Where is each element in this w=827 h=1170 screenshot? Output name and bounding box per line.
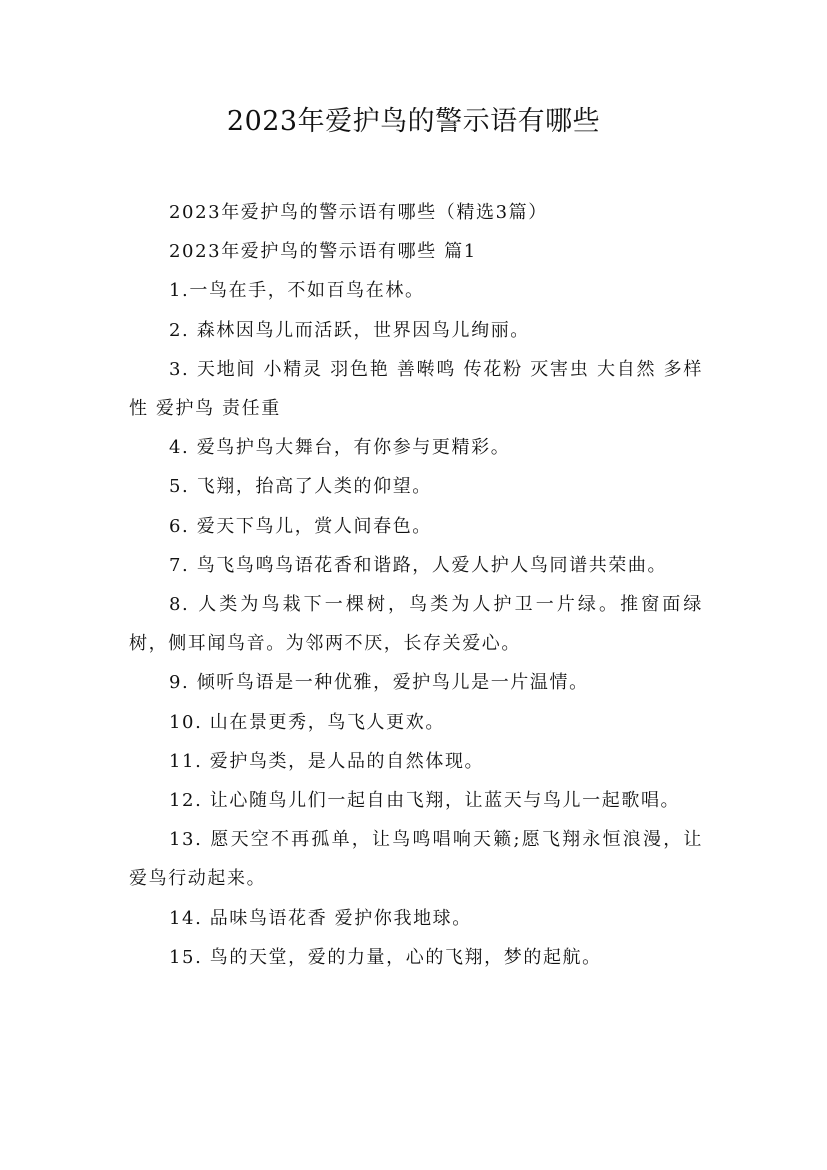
list-item: 3. 天地间 小精灵 羽色艳 善啭鸣 传花粉 灭害虫 大自然 多样性 爱护鸟 责任重 — [129, 358, 703, 420]
list-item: 2. 森林因鸟儿而活跃，世界因鸟儿绚丽。 — [169, 319, 530, 341]
list-item: 10. 山在景更秀，鸟飞人更欢。 — [169, 711, 445, 733]
list-item: 4. 爱鸟护鸟大舞台，有你参与更精彩。 — [169, 437, 511, 459]
list-item: 15. 鸟的天堂，爱的力量，心的飞翔，梦的起航。 — [169, 946, 602, 968]
list-item: 5. 飞翔，抬高了人类的仰望。 — [169, 476, 432, 498]
list-item: 7. 鸟飞鸟鸣鸟语花香和谐路，人爱人护人鸟同谱共荣曲。 — [169, 554, 668, 576]
list-item: 6. 爱天下鸟儿，赏人间春色。 — [169, 515, 432, 537]
list-item: 14. 品味鸟语花香 爱护你我地球。 — [169, 907, 472, 929]
list-item: 12. 让心随鸟儿们一起自由飞翔，让蓝天与鸟儿一起歌唱。 — [169, 790, 681, 812]
list-item: 1.一鸟在手，不如百鸟在林。 — [169, 280, 425, 302]
document-title: 2023年爱护鸟的警示语有哪些 — [226, 106, 601, 137]
list-item: 11. 爱护鸟类，是人品的自然体现。 — [169, 750, 485, 772]
list-item: 13. 愿天空不再孤单，让鸟鸣唱响天籁;愿飞翔永恒浪漫，让爱鸟行动起来。 — [129, 829, 703, 890]
list-item: 9. 倾听鸟语是一种优雅，爱护鸟儿是一片温情。 — [169, 672, 589, 694]
paragraph: 2023年爱护鸟的警示语有哪些（精选3篇） — [169, 202, 548, 223]
document-body — [129, 193, 703, 977]
paragraph: 2023年爱护鸟的警示语有哪些 篇1 — [169, 241, 477, 263]
list-item: 8. 人类为鸟栽下一棵树，鸟类为人护卫一片绿。推窗面绿树，侧耳闻鸟音。为邻两不厌，长存关爱心。 — [129, 594, 703, 655]
